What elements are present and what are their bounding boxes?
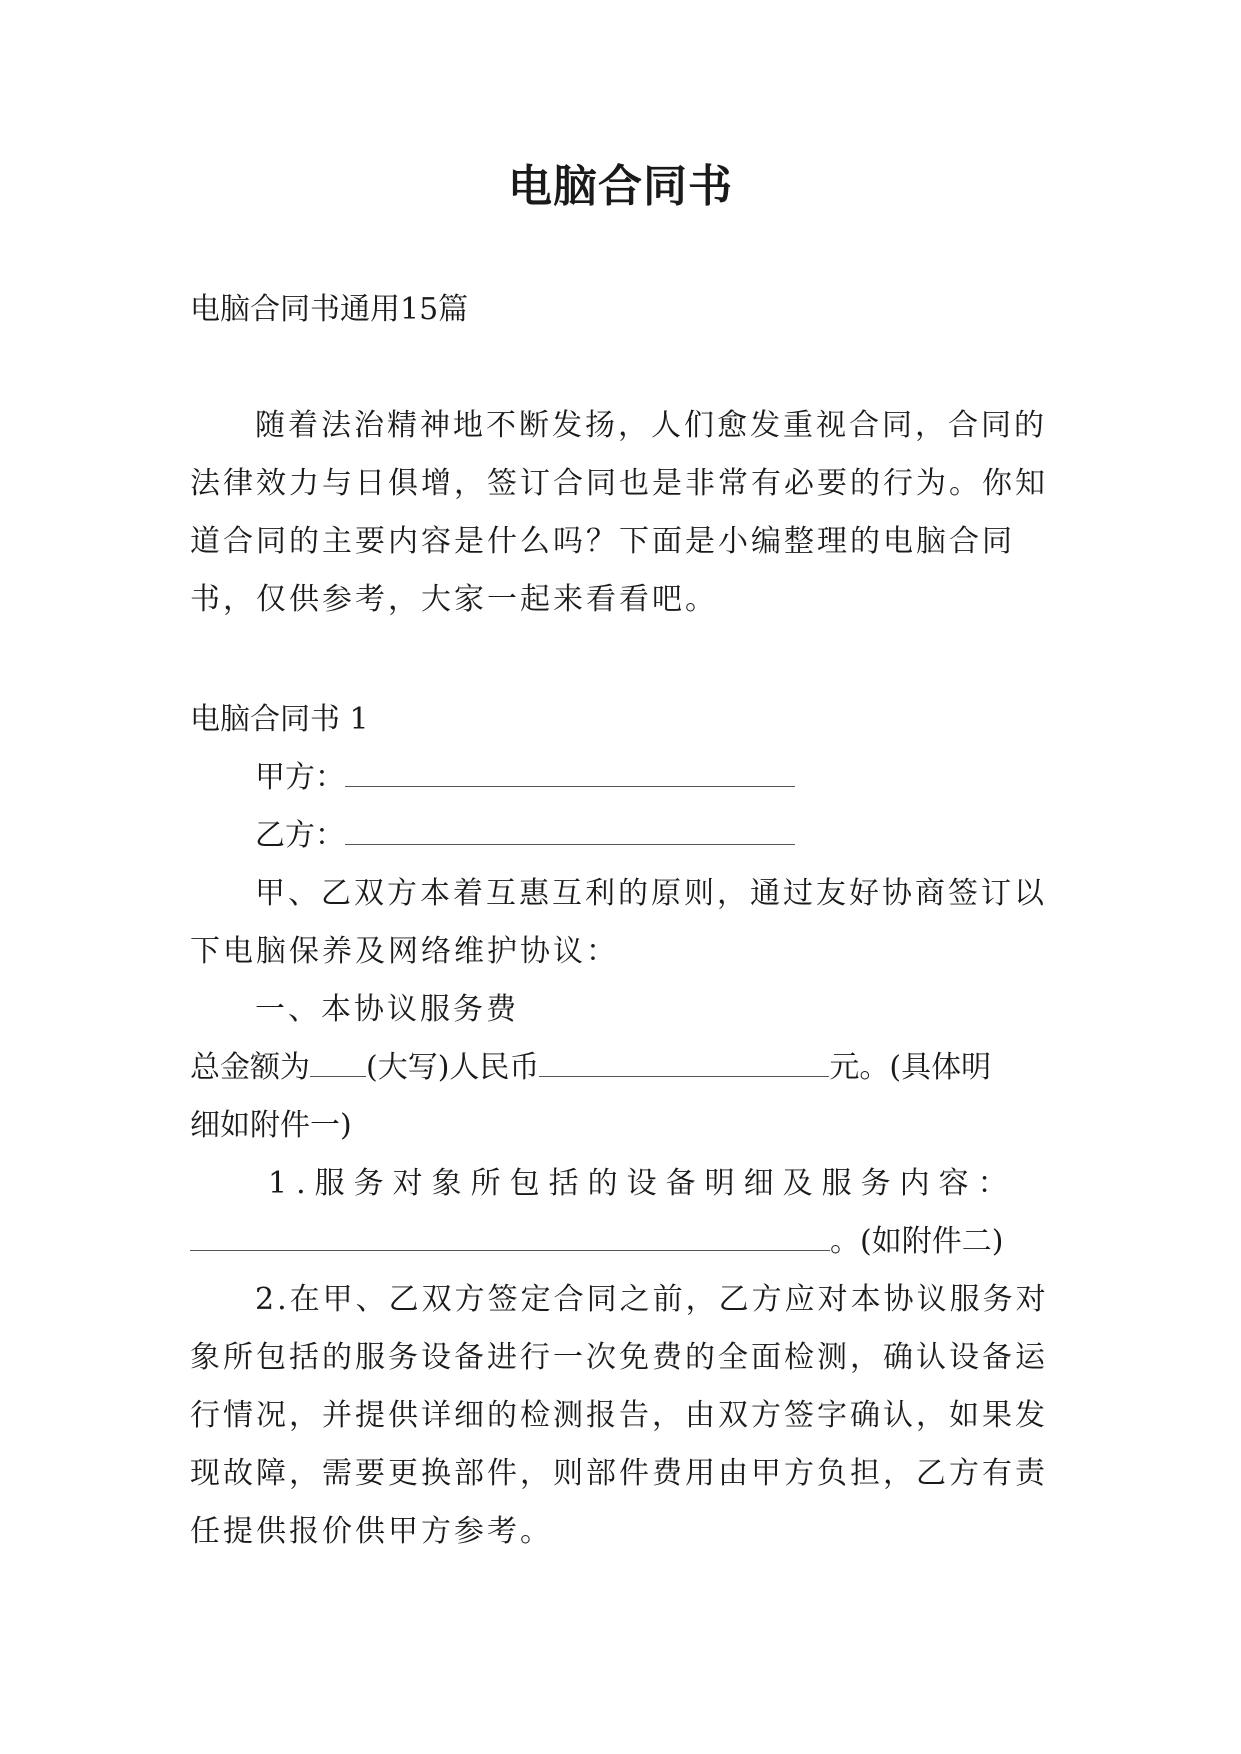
fee-blank-amount [539,1048,829,1077]
item2-line-3: 行情况，并提供详细的检测报告，由双方签字确认，如果发 [190,1398,1048,1433]
fee-prefix: 总金额为 [190,1050,310,1085]
party-a-line [255,758,1115,798]
item1-line-2 [190,1222,1050,1262]
party-b-line [255,816,1115,856]
party-b-label: 乙方： [255,818,345,853]
clause1-heading: 一、本协议服务费 [255,992,519,1027]
fee-line [190,1048,1050,1088]
intro-line-3: 道合同的主要内容是什么吗？下面是小编整理的电脑合同 [190,524,1015,559]
item1-suffix: 。(如附件二) [830,1224,1004,1259]
item1-line-1: 1.服务对象所包括的设备明细及服务内容： [268,1166,1017,1201]
party-a-blank [345,758,795,787]
fee-suffix: 元。(具体明 [829,1050,992,1085]
item2-line-4: 现故障，需要更换部件，则部件费用由甲方负担，乙方有责 [190,1456,1048,1491]
fee-line-cont: 细如附件一) [190,1108,352,1143]
document-title: 电脑合同书 [508,161,733,212]
preamble-line-2: 下电脑保养及网络维护协议： [190,934,619,969]
fee-blank-uppercase [310,1048,366,1077]
document-subtitle: 电脑合同书通用15篇 [190,292,469,327]
party-b-blank [345,816,795,845]
item2-line-1: 2.在甲、乙双方签定合同之前，乙方应对本协议服务对 [255,1282,1049,1317]
section-heading: 电脑合同书 1 [190,702,369,737]
preamble-line-1: 甲、乙双方本着互惠互利的原则，通过友好协商签订以 [255,876,1047,911]
item2-line-5: 任提供报价供甲方参考。 [190,1514,553,1549]
intro-line-1: 随着法治精神地不断发扬，人们愈发重视合同，合同的 [255,408,1047,443]
intro-line-4: 书，仅供参考，大家一起来看看吧。 [190,582,718,617]
item2-line-2: 象所包括的服务设备进行一次免费的全面检测，确认设备运 [190,1340,1048,1375]
party-a-label: 甲方： [255,760,345,795]
fee-middle: (大写)人民币 [366,1050,540,1085]
item1-blank [190,1222,830,1251]
intro-line-2: 法律效力与日俱增，签订合同也是非常有必要的行为。你知 [190,466,1048,501]
